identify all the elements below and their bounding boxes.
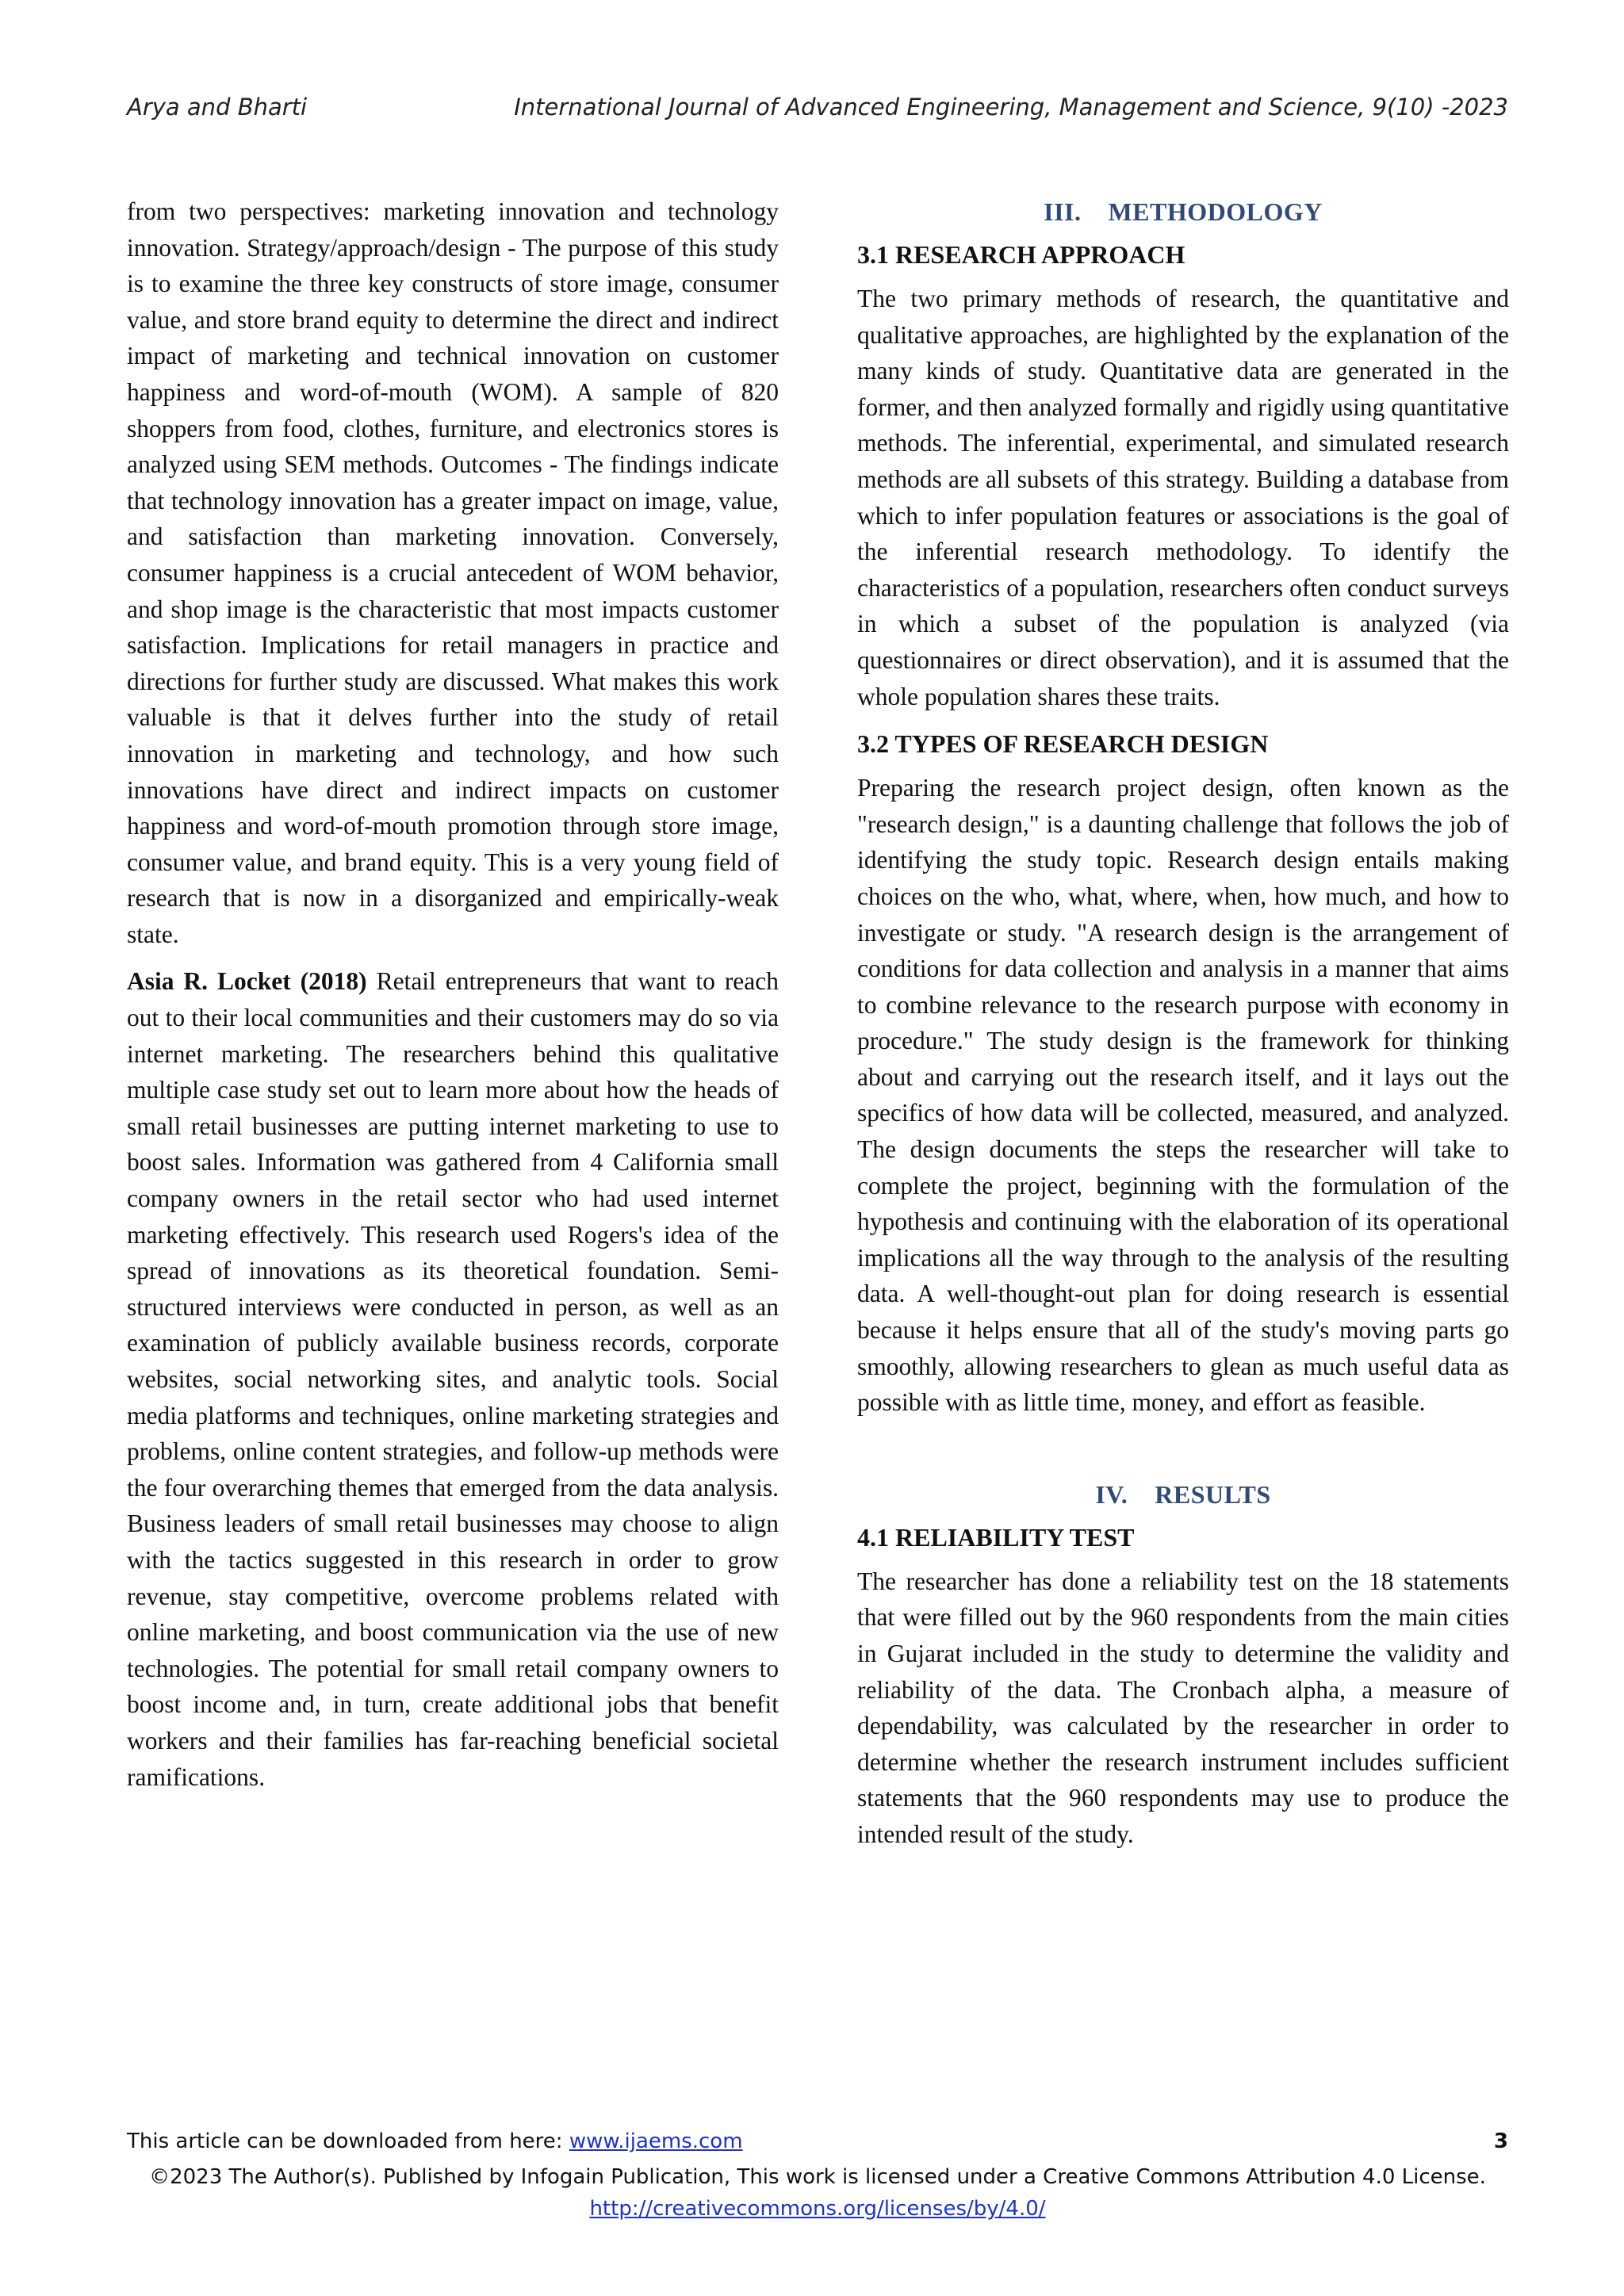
section-heading-methodology (857, 193, 1509, 230)
license-link[interactable]: http://creativecommons.org/licenses/by/4.0/ (589, 2197, 1046, 2221)
running-header (127, 94, 1508, 133)
paragraph-research-design: Preparing the research project design, often known as the "research design," is a daunting challenge that follows the job of identifying the study topic. Research design entails making choices on the who, what, where, when, how much, and how to investigate or study. "A research design is the arrangement of conditions for data collection and analysis in a manner that aims to combine relevance to the research purpose with economy in procedure." The study design is the framework for thinking about and carrying out the research itself, and it lays out the specifics of how data will be collected, measured, and analyzed. The design documents the steps the researcher will take to complete the project, beginning with the formulation of the hypothesis and continuing with the elaboration of its operational implications all the way through to the analysis of the resulting data. A well-thought-out plan for doing research is essential because it helps ensure that all of the study's moving parts go smoothly, allowing researchers to glean as much useful data as possible with as little time, money, and effort as feasible. (857, 774, 1509, 1417)
section-number: III. (1044, 197, 1082, 226)
section-title: METHODOLOGY (1108, 197, 1323, 226)
right-column (857, 193, 1509, 1864)
paragraph-locket-text: Retail entrepreneurs that want to reach out to their local communities and their customers may do so via internet marketing. The researchers behind this qualitative multiple case study set out to learn more about how the heads of small retail businesses are putting internet marketing to use to boost sales. Information was gathered from 4 California small company owners in the retail sector who had used internet marketing effectively. This research used Rogers's idea of the spread of innovations as its theoretical foundation. Semi-structured interviews were conducted in person, as well as an examination of publicly available business records, corporate websites, social networking sites, and analytic tools. Social media platforms and techniques, online marketing strategies and problems, online content strategies, and follow-up methods were the four overarching themes that emerged from the data analysis. Business leaders of small retail businesses may choose to align with the tactics suggested in this research in order to grow revenue, stay competitive, overcome problems related with online marketing, and boost communication via the use of new technologies. The potential for small retail company owners to boost income and, in turn, create additional jobs that benefit workers and their families has far-reaching beneficial societal ramifications. (127, 967, 779, 1791)
spacer (857, 1432, 1509, 1476)
paragraph-abstract-continued: from two perspectives: marketing innovation and technology innovation. Strategy/approach/design - The purpose of this study is to examine the three key constructs of store image, consumer value, and store brand equity to determine the direct and indirect impact of marketing and technical innovation on customer happiness and word-of-mouth (WOM). A sample of 820 shoppers from food, clothes, furniture, and electronics stores is analyzed using SEM methods. Outcomes - The findings indicate that technology innovation has a greater impact on image, value, and satisfaction than marketing innovation. Conversely, consumer happiness is a crucial antecedent of WOM behavior, and shop image is the characteristic that most impacts customer satisfaction. Implications for retail managers in practice and directions for further study are discussed. What makes this work valuable is that it delves further into the study of retail innovation in marketing and technology, and how such innovations have direct and indirect impacts on customer happiness and word-of-mouth promotion through store image, consumer value, and brand equity. This is a very young field of research that is now in a disorganized and empirically-weak state. (127, 197, 779, 948)
header-journal: International Journal of Advanced Engineering, Management and Science, 9(10) -2023 (514, 94, 1508, 121)
paragraph-reliability-test: The researcher has done a reliability test on the 18 statements that were filled out by the 960 respondents from the main cities in Gujarat included in the study to determine the validity and reliability of the data. The Cronbach alpha, a measure of dependability, was calculated by the researcher in order to determine whether the research instrument includes sufficient statements that the 960 respondents may use to produce the intended result of the study. (857, 1567, 1509, 1848)
citation-author: Asia R. Locket (2018) (127, 967, 367, 996)
paragraph-locket (127, 963, 779, 1795)
section-heading-results (857, 1476, 1509, 1513)
section-number: IV. (1095, 1479, 1128, 1509)
page-number: 3 (1493, 2130, 1508, 2153)
left-column (127, 193, 779, 1806)
subheading-research-design: 3.2 TYPES OF RESEARCH DESIGN (857, 729, 1269, 759)
footer-download-text: This article can be downloaded from here: (127, 2130, 569, 2153)
footer-license-text: ©2023 The Author(s). Published by Infogain Publication, This work is licensed under a Creative Commons Attribution 4.0 License. (149, 2165, 1486, 2189)
paragraph-research-approach: The two primary methods of research, the quantitative and qualitative approaches, are highlighted by the explanation of the many kinds of study. Quantitative data are generated in the former, and then analyzed formally and rigidly using quantitative methods. The inferential, experimental, and simulated research methods are all subsets of this strategy. Building a database from which to infer population features or associations is the goal of the inferential research methodology. To identify the characteristics of a population, researchers often conduct surveys in which a subset of the population is analyzed (via questionnaires or direct observation), and it is assumed that the whole population shares these traits. (857, 285, 1509, 710)
subheading-research-approach: 3.1 RESEARCH APPROACH (857, 240, 1185, 269)
header-authors: Arya and Bharti (127, 94, 308, 121)
footer-download-line (127, 2130, 1508, 2161)
page-footer (127, 2130, 1508, 2225)
section-title: RESULTS (1155, 1479, 1271, 1509)
journal-website-link[interactable]: www.ijaems.com (569, 2130, 743, 2153)
subheading-reliability-test: 4.1 RELIABILITY TEST (857, 1522, 1135, 1552)
